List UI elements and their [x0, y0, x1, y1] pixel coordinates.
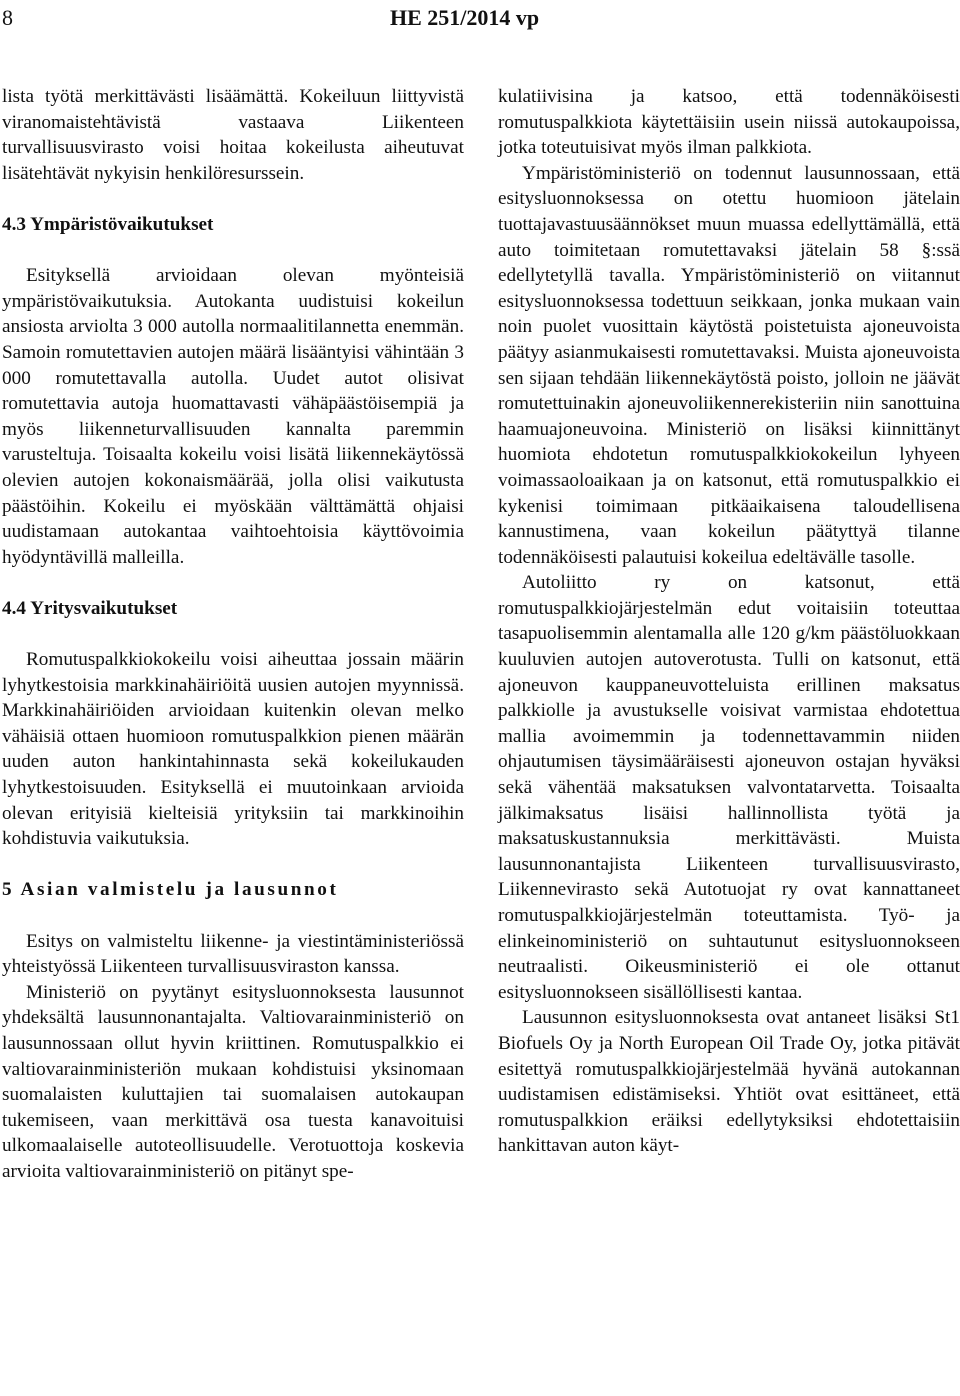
- right-paragraph-3: Autoliitto ry on katsonut, että romutuspalkkiojärjestelmän edut voitaisiin toteuttaa tasapuolisemmin alentamalla alle 120 g/km päästöluokkaan kuuluvien autojen autoverotusta. Tulli on katsonut, että ajoneuvon kauppaneuvotteluista erillinen maksatus palkkiolle ja avustukselle voisivat varmistaa ehdotettua mallia avoimemmin ja todennettavammin niiden ohjautumisen täysimääräisesti ajoneuvon ostajan hyväksi sekä vähentää maksatuksen valvontatarvetta. Toisaalta jälkimaksatus lisäisi hallinnollista työtä ja maksatuskustannuksia merkittävästi. Muista lausunnonantajista Liikenteen turvallisuusvirasto, Liikennevirasto sekä Autotuojat ry ovat kannattaneet romutuspalkkiojärjestelmän toteuttamista. Työ- ja elinkeinoministeriö on suhtautunut esitysluonnokseen neutraalisti. Oikeusministeriö ei ole ottanut esitysluonnokseen sisällöllisesti kantaa.: [498, 572, 960, 1003]
- page-number: 8: [2, 5, 13, 30]
- section-4-4-paragraph: Romutuspalkkiokokeilu voisi aiheuttaa jossain määrin lyhytkestoisia markkinahäiriöitä uusien autojen myynnissä. Markkinahäiriöiden arvioidaan kuitenkin olevan melko vähäisiä ottaen huomioon romutuspalkkion pienen määrän uuden auton hankintahinnasta sekä kokeilukauden lyhytkestoisuuden. Esityksellä ei muutoinkaan arvioida olevan erityisiä kielteisiä yrityksiin tai markkinoihin kohdistuvia vaikutuksia.: [2, 649, 464, 850]
- section-4-3-paragraph: Esityksellä arvioidaan olevan myönteisiä ympäristövaikutuksia. Autokanta uudistuisi kokeilun ansiosta arviolta 3 000 autolla normaalitilannetta enemmän. Samoin romutettavien autojen määrä lisääntyisi vähintään 3 000 romutettavalla autolla. Uudet autot olisivat romutettavia autoja huomattavasti vähäpäästöisempiä ja myös liikenneturvallisuuden kannalta paremmin varusteltuja. Toisaalta kokeilu voisi lisätä liikennekäytössä olevien autojen kokonaismäärää, jolla olisi vaikutusta päästöihin. Kokeilu ei myöskään välttämättä ohjaisi uudistamaan autokantaa vaihtoehtoisia käyttövoimia hyödyntävillä malleilla.: [2, 265, 464, 568]
- section-5-paragraph-1: Esitys on valmisteltu liikenne- ja viestintäministeriössä yhteistyössä Liikenteen turvallisuusviraston kanssa.: [2, 930, 464, 978]
- right-paragraph-1: kulatiivisina ja katsoo, että todennäköisesti romutuspalkkiota käytettäisiin usein niissä autokaupoissa, jotka toteutuisivat myös ilman palkkiota.: [498, 86, 960, 159]
- section-4-4-heading: 4.4 Yritysvaikutukset: [2, 597, 178, 619]
- intro-paragraph: lista työtä merkittävästi lisäämättä. Kokeiluun liittyvistä viranomaistehtävistä vastaava Liikenteen turvallisuusvirasto voisi hoitaa kokeilusta aiheutuvat lisätehtävät nykyisin henkilöresurssein.: [2, 86, 464, 184]
- section-5-heading: 5 Asian valmistelu ja lausunnot: [2, 879, 339, 901]
- section-4-3-heading: 4.3 Ympäristövaikutukset: [2, 213, 214, 235]
- right-paragraph-2: Ympäristöministeriö on todennut lausunnossaan, että esitysluonnoksessa on otettu huomioon jätelain tuottajavastuusäännökset muun muassa edellyttämällä, että auto toimitetaan romutettavaksi jätelain 58 §:ssä edellytetyllä tavalla. Ympäristöministeriö on viitannut esitysluonnoksessa todettuun seikkaan, jonka mukaan vain noin puolet vuosittain käytöstä poistetuista ajoneuvoista päätyy asianmukaisesti romutettavaksi. Muista ajoneuvoista sen sijaan tehdään liikennekäytöstä poisto, jolloin ne jäävät romutettuinakin ajoneuvoliikennerekisteriin niin sanottuina haamuajoneuvoina. Ministeriö on lisäksi kiinnittänyt huomiota ehdotetun romutuspalkkiokokeilun lyhyeen voimassaoloaikaan ja on katsonut, että romutuspalkkio ei kykenisi toimimaan pitkäaikaisena taloudellisena kannustimena, vaan kokeilun päätyttyä tilanne todennäköisesti palautuisi kokeilua edeltävälle tasolle.: [498, 162, 960, 568]
- right-column: [498, 84, 960, 1159]
- document-id: HE 251/2014 vp: [390, 5, 540, 30]
- left-column: [2, 84, 464, 1185]
- section-5-paragraph-2: Ministeriö on pyytänyt esitysluonnoksesta lausunnot yhdeksältä lausunnonantajalta. Valtiovarainministeriö on lausunnossaan ollut hyvin kriittinen. Romutuspalkkio ei valtiovarainministeriön mukaan kohdistuisi yksinomaan suomalaisten kuluttajien tai suomalaisen autokaupan tukemiseen, vaan merkittävä osa tuesta kanavoituisi ulkomaalaiselle autoteollisuudelle. Verotuottoja koskevia arvioita valtiovarainministeriö on pitänyt spe-: [2, 981, 464, 1182]
- right-paragraph-4: Lausunnon esitysluonnoksesta ovat antaneet lisäksi St1 Biofuels Oy ja North European Oil Trade Oy, jotka pitävät esitettyä romutuspalkkiojärjestelmää hyvänä autokannan uudistamisen edistämiseksi. Yhtiöt ovat esittäneet, että romutuspalkkion eräiksi edellytyksiksi ehdotettaisiin hankittavan auton käyt-: [498, 1007, 960, 1157]
